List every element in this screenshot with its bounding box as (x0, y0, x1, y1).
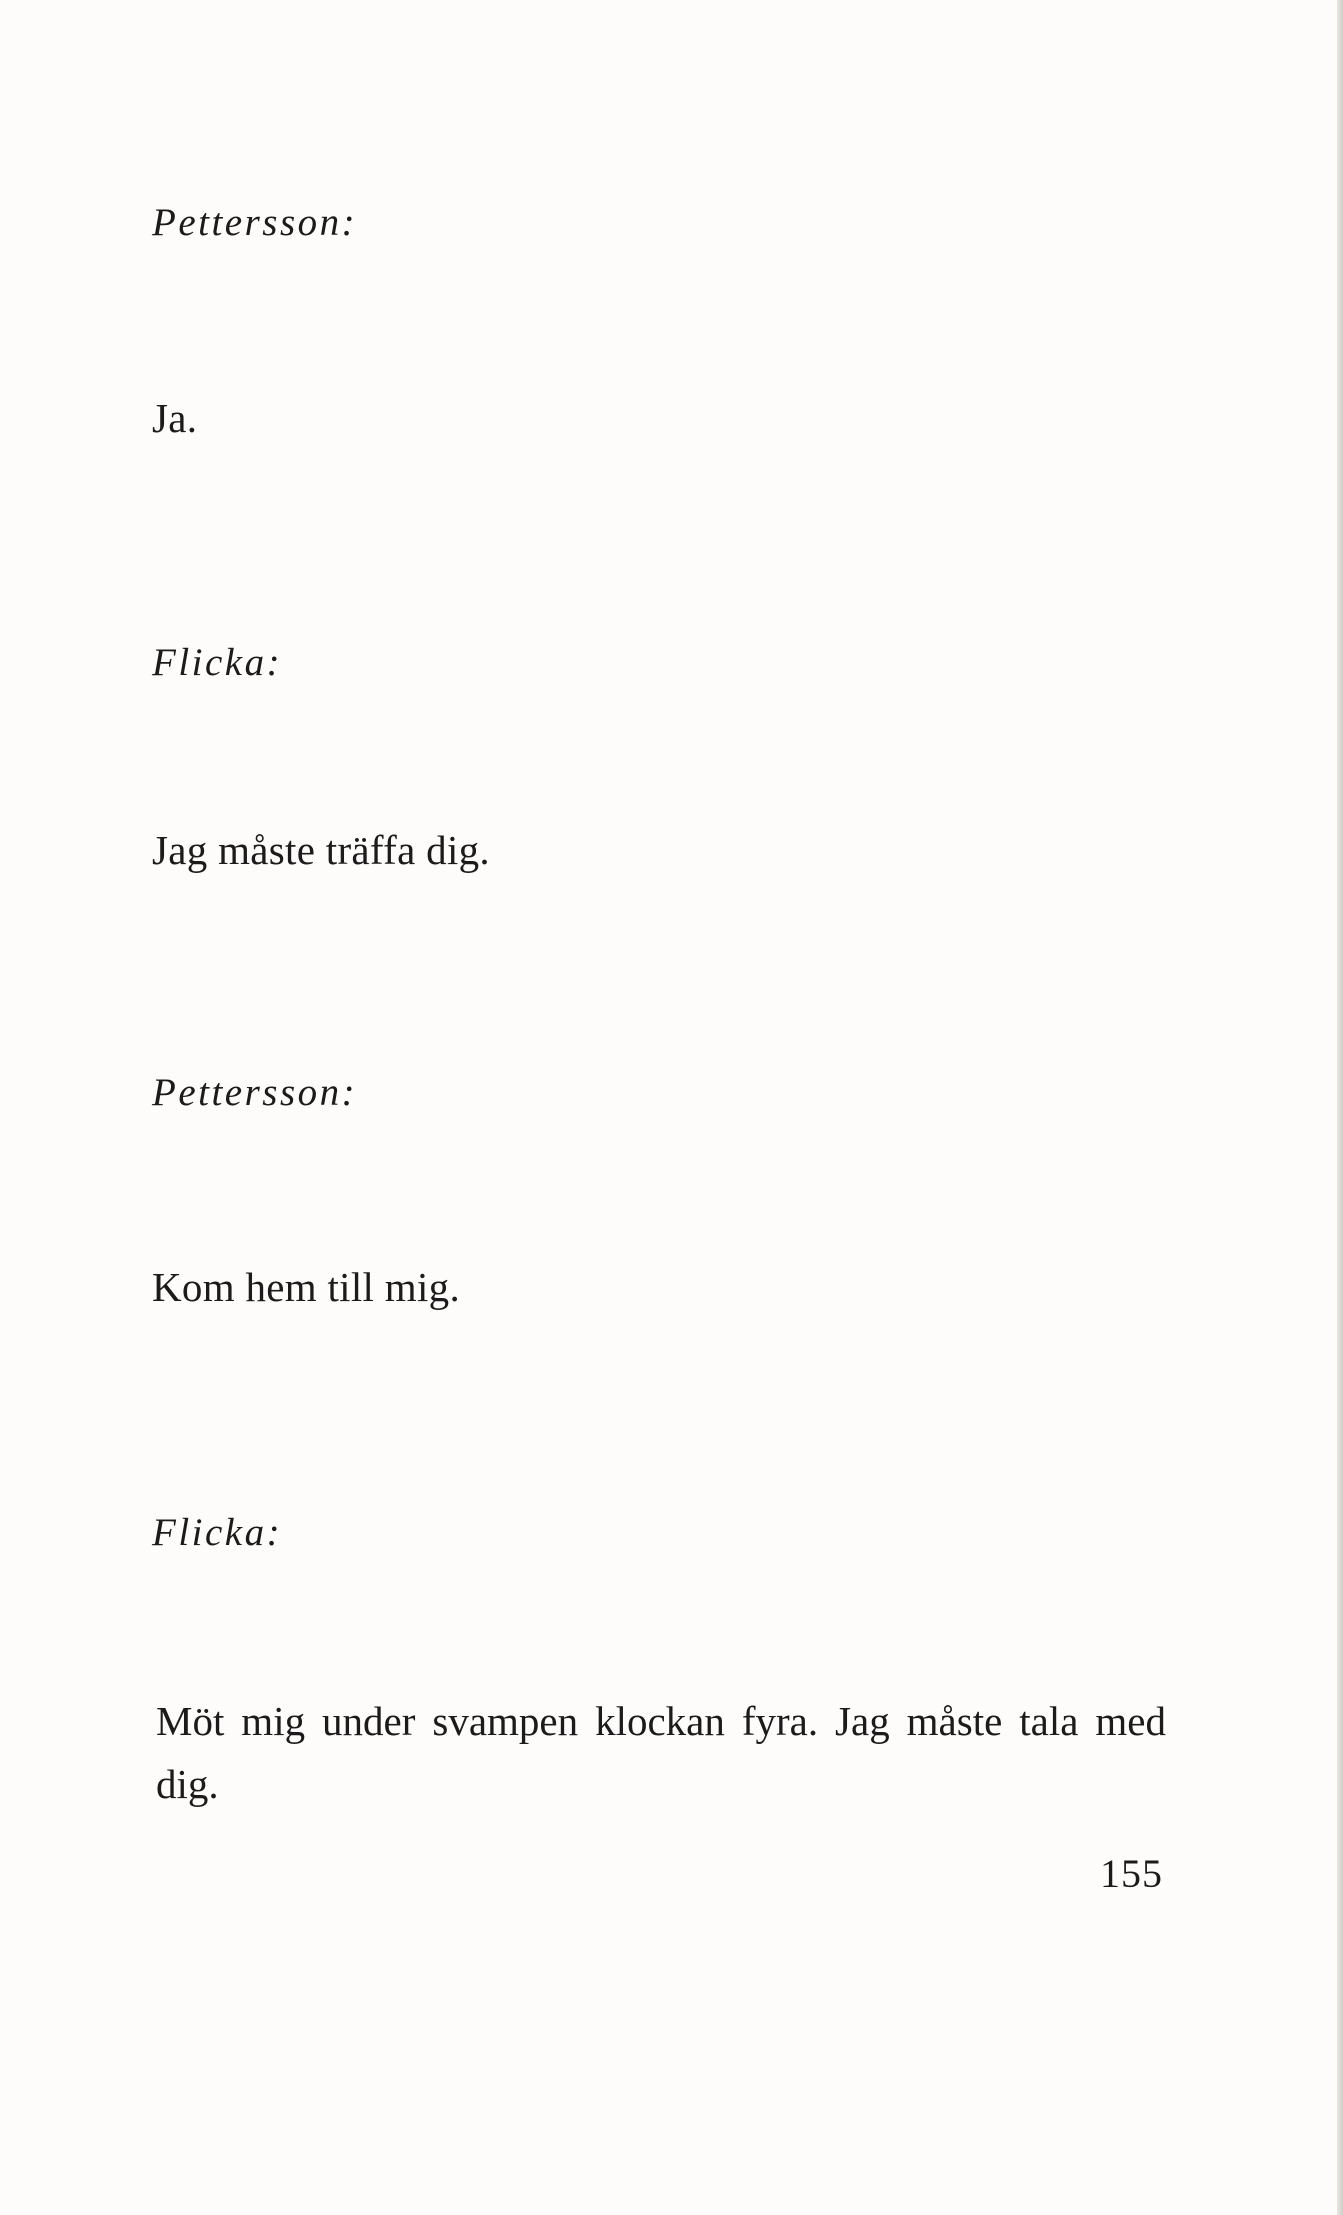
page-edge-shadow (1337, 0, 1343, 2215)
page-number: 155 (1100, 1851, 1163, 1896)
speaker-label-flicka: Flicka: (152, 1511, 283, 1554)
speaker-label-pettersson: Pettersson: (152, 1071, 358, 1114)
dialogue-line: Jag måste träffa dig. (152, 827, 490, 873)
speaker-label-pettersson: Pettersson: (152, 201, 358, 244)
dialogue-paragraph: Möt mig under svampen klockan fyra. Jag måste tala med dig. (156, 1698, 1166, 1807)
speaker-label-flicka: Flicka: (152, 641, 283, 684)
dialogue-line: Ja. (152, 395, 198, 441)
dialogue-line: Kom hem till mig. (152, 1264, 461, 1310)
